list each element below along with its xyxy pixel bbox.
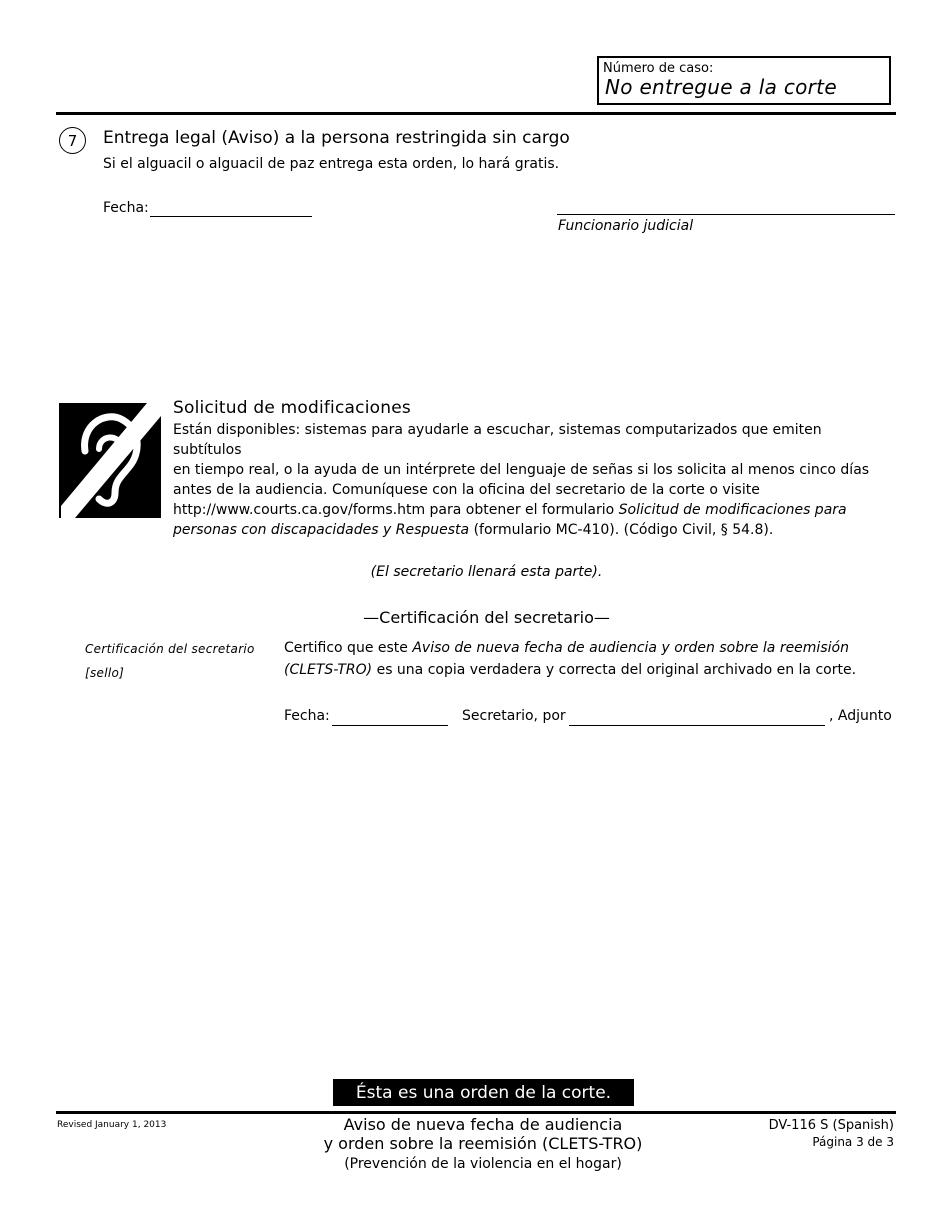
accommodations-line-2: en tiempo real, o la ayuda de un intérprete del lenguaje de señas si los solicita al menos cinco días — [173, 462, 870, 478]
clerk-by-label: Secretario, por — [462, 708, 566, 724]
cert-form-code: (CLETS-TRO) — [284, 662, 373, 678]
page-number: Página 3 de 3 — [812, 1135, 894, 1149]
service-date-line[interactable] — [150, 216, 312, 217]
accommodations-body — [173, 420, 873, 540]
mc410-form-name-cont: personas con discapacidades y Respuesta — [173, 522, 470, 538]
hearing-assistance-icon — [59, 403, 161, 518]
case-number-value: No entregue a la corte — [605, 75, 837, 99]
item-number-7: 7 — [59, 127, 86, 154]
accommodations-line-1: Están disponibles: sistemas para ayudarle a escuchar, sistemas computarizados que emiten subtítulos — [173, 422, 822, 458]
clerk-certificate-body — [284, 637, 884, 681]
clerk-signature-line[interactable] — [569, 725, 825, 726]
mc410-form-name: Solicitud de modificaciones para — [618, 502, 847, 518]
clerk-seal-label — [85, 637, 255, 685]
top-divider — [56, 112, 896, 115]
form-id: DV-116 S (Spanish) — [768, 1118, 894, 1133]
form-subtitle: (Prevención de la violencia en el hogar) — [344, 1156, 622, 1172]
clerk-date-line[interactable] — [332, 725, 448, 726]
clerk-seal-label-2: [sello] — [85, 666, 125, 680]
accommodations-title: Solicitud de modificaciones — [173, 398, 411, 418]
section-7-title: Entrega legal (Aviso) a la persona restringida sin cargo — [103, 128, 570, 148]
section-7-subtitle: Si el alguacil o alguacil de paz entrega esta orden, lo hará gratis. — [103, 156, 560, 172]
revised-date: Revised January 1, 2013 — [57, 1120, 167, 1130]
cert-text-end: es una copia verdadera y correcta del original archivado en la corte. — [372, 662, 857, 678]
clerk-date-label: Fecha: — [284, 708, 330, 724]
clerk-certificate-heading: —Certificación del secretario— — [363, 608, 610, 627]
clerk-fill-note: (El secretario llenará esta parte). — [370, 564, 603, 580]
form-title-line-2: y orden sobre la reemisión (CLETS-TRO) — [323, 1134, 643, 1153]
case-number-label: Número de caso: — [603, 61, 714, 76]
judicial-officer-signature-line[interactable] — [557, 214, 895, 215]
deputy-label: , Adjunto — [829, 708, 892, 724]
accommodations-line-3: antes de la audiencia. Comuníquese con la oficina del secretario de la corte o visite — [173, 482, 760, 498]
bottom-divider — [56, 1111, 896, 1114]
clerk-seal-label-1: Certificación del secretario — [85, 642, 255, 656]
accommodations-line-end: (formulario MC-410). (Código Civil, § 54.8). — [469, 522, 774, 538]
judicial-officer-label: Funcionario judicial — [558, 218, 694, 234]
cert-text-start: Certifico que este — [284, 640, 413, 656]
cert-form-name: Aviso de nueva fecha de audiencia y orden sobre la reemisión — [412, 640, 849, 656]
court-order-banner: Ésta es una orden de la corte. — [333, 1079, 634, 1106]
form-title-line-1: Aviso de nueva fecha de audiencia — [343, 1115, 623, 1134]
accommodations-line-4: http://www.courts.ca.gov/forms.htm para obtener el formulario — [173, 502, 619, 518]
service-date-label: Fecha: — [103, 200, 149, 216]
